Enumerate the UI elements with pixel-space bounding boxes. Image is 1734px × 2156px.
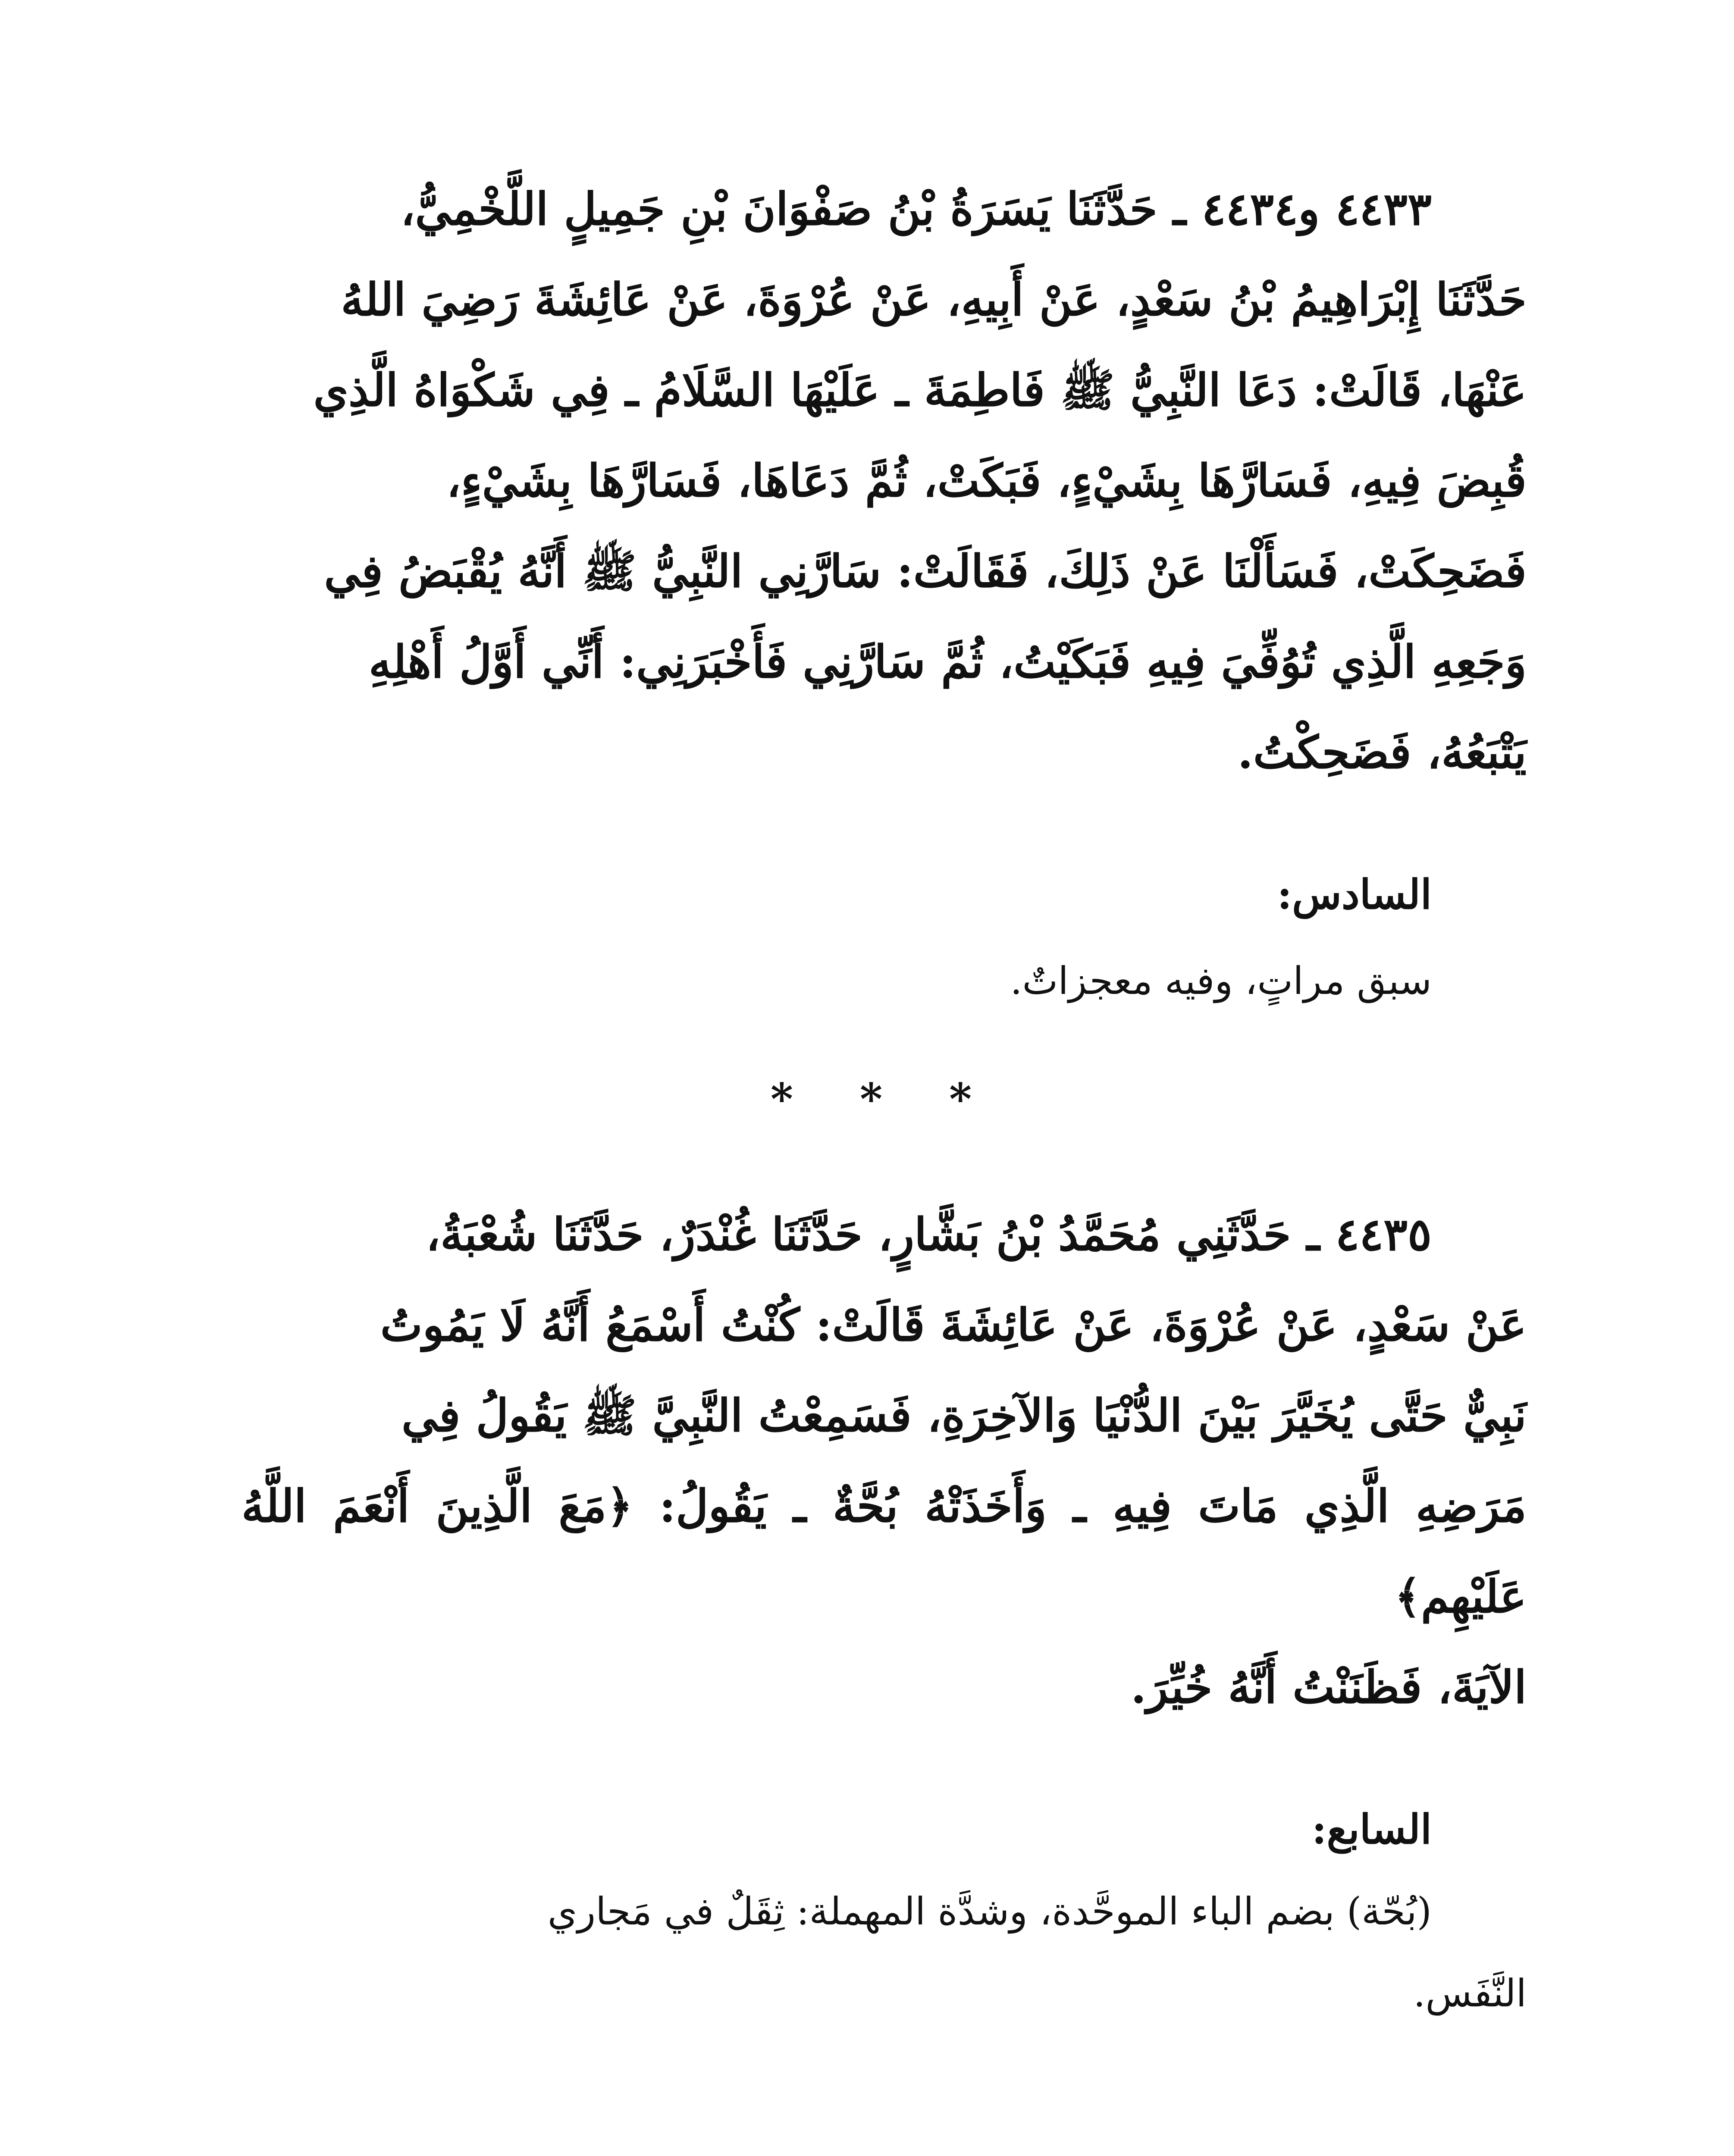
- hadith-line: ٤٤٣٥ ـ حَدَّثَنِي مُحَمَّدُ بْنُ بَشَّارٍ، حَدَّثَنَا غُنْدَرٌ، حَدَّثَنَا شُعْبَةُ،: [426, 1208, 1432, 1261]
- hadith-4435: [241, 1189, 1527, 1733]
- hadith-line: الآيَةَ، فَظَنَنْتُ أَنَّهُ خُيِّرَ.: [1131, 1661, 1527, 1714]
- section-label-sixth: السادس:: [1277, 871, 1432, 918]
- hadith-line: فَضَحِكَتْ، فَسَأَلْنَا عَنْ ذَلِكَ، فَقَالَتْ: سَارَّنِي النَّبِيُّ ﷺ أَنَّهُ يُقْبَضُ فِي: [324, 545, 1527, 598]
- hadith-line: حَدَّثَنَا إِبْرَاهِيمُ بْنُ سَعْدٍ، عَنْ أَبِيهِ، عَنْ عُرْوَةَ، عَنْ عَائِشَةَ رَضِيَ اللهُ: [341, 273, 1527, 326]
- commentary-seventh: [241, 1871, 1527, 2034]
- commentary-line: (بُحّة) بضم الباء الموحَّدة، وشدَّة المهملة: ثِقَلٌ في مَجاري: [547, 1889, 1432, 1934]
- hadith-line: مَرَضِهِ الَّذِي مَاتَ فِيهِ ـ وَأَخَذَتْهُ بُحَّةٌ ـ يَقُولُ: ﴿مَعَ الَّذِينَ أَنْعَمَ اللَّهُ عَلَيْهِم﴾: [241, 1479, 1527, 1623]
- hadith-line: نَبِيٌّ حَتَّى يُخَيَّرَ بَيْنَ الدُّنْيَا وَالآخِرَةِ، فَسَمِعْتُ النَّبِيَّ ﷺ يَقُولُ فِي: [401, 1389, 1527, 1442]
- section-label-seventh: السابع:: [1311, 1806, 1432, 1853]
- hadith-line: يَتْبَعُهُ، فَضَحِكْتُ.: [1237, 726, 1527, 779]
- hadith-line: وَجَعِهِ الَّذِي تُوُفِّيَ فِيهِ فَبَكَيْتُ، ثُمَّ سَارَّنِي فَأَخْبَرَنِي: أَنِّي أَوَّلُ أَهْلِهِ: [368, 635, 1527, 688]
- section-separator: * * *: [770, 1074, 998, 1125]
- commentary-sixth: سبق مراتٍ، وفيه معجزاتٌ.: [1010, 959, 1432, 1003]
- hadith-line: ٤٤٣٣ و٤٤٣٤ ـ حَدَّثَنَا يَسَرَةُ بْنُ صَفْوَانَ بْنِ جَمِيلٍ اللَّخْمِيُّ،: [400, 182, 1432, 235]
- commentary-line: النَّفَس.: [1413, 1971, 1527, 2015]
- page-content: [241, 164, 1527, 2034]
- hadith-line: عَنْهَا، قَالَتْ: دَعَا النَّبِيُّ ﷺ فَاطِمَةَ ـ عَلَيْهَا السَّلَامُ ـ فِي شَكْوَاهُ الَّذِي: [313, 364, 1527, 417]
- hadith-4433-4434: [241, 164, 1527, 798]
- hadith-line: عَنْ سَعْدٍ، عَنْ عُرْوَةَ، عَنْ عَائِشَةَ قَالَتْ: كُنْتُ أَسْمَعُ أَنَّهُ لَا يَمُوتُ: [380, 1298, 1527, 1351]
- hadith-line: قُبِضَ فِيهِ، فَسَارَّهَا بِشَيْءٍ، فَبَكَتْ، ثُمَّ دَعَاهَا، فَسَارَّهَا بِشَيْءٍ،: [446, 454, 1527, 507]
